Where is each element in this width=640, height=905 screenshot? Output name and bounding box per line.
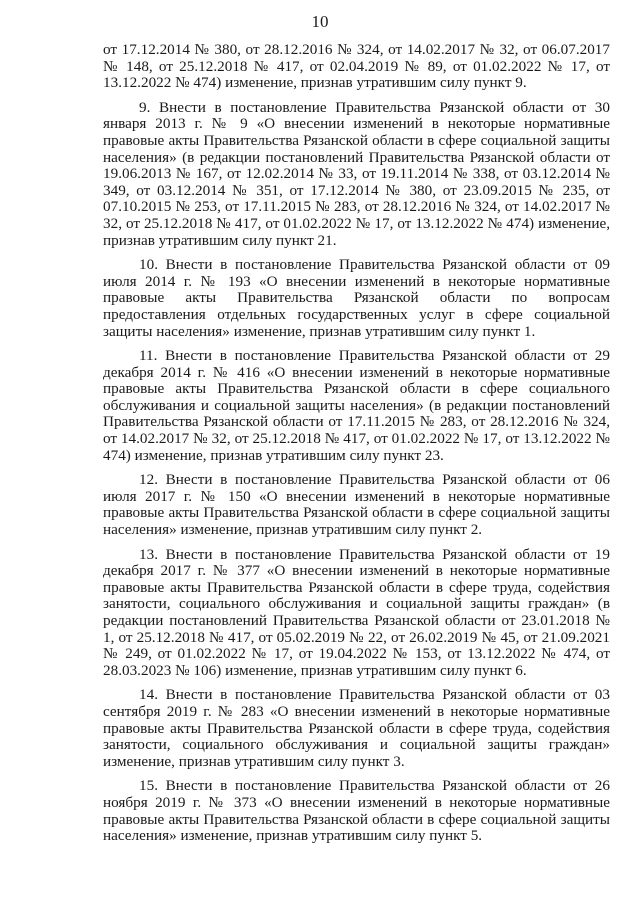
paragraph-14: 14. Внести в постановление Правительства Рязанской области от 03 сентября 2019 г. № 283 «О внесении изменений в некоторые нормативные правовые акты Правительства Рязанской области в сфере труда, содействия занятости, социального обслуживания и социальной защиты граждан» изменение, признав утратившим силу пункт 3.	[103, 686, 610, 770]
paragraph-8-continuation: от 17.12.2014 № 380, от 28.12.2016 № 324, от 14.02.2017 № 32, от 06.07.2017 № 148, от 25.12.2018 № 417, от 02.04.2019 № 89, от 01.02.2022 № 17, от 13.12.2022 № 474) изменение, признав утратившим силу пункт 9.	[103, 41, 610, 92]
paragraph-10: 10. Внести в постановление Правительства Рязанской области от 09 июля 2014 г. № 193 «О внесении изменений в некоторые нормативные правовые акты Правительства Рязанской области по вопросам предоставления отдельных государственных услуг в сфере социальной защиты населения» изменение, признав утратившим силу пункт 1.	[103, 256, 610, 340]
paragraph-13: 13. Внести в постановление Правительства Рязанской области от 19 декабря 2017 г. № 377 «О внесении изменений в некоторые нормативные правовые акты Правительства Рязанской области в сфере труда, содействия занятости, социального обслуживания и социальной защиты граждан» (в редакции постановлений Правительства Рязанской области от 23.01.2018 № 1, от 25.12.2018 № 417, от 05.02.2019 № 22, от 26.02.2019 № 45, от 21.09.2021 № 249, от 01.02.2022 № 17, от 19.04.2022 № 153, от 13.12.2022 № 474, от 28.03.2023 № 106) изменение, признав утратившим силу пункт 6.	[103, 545, 610, 679]
page-number: 10	[311, 12, 329, 31]
paragraph-11: 11. Внести в постановление Правительства Рязанской области от 29 декабря 2014 г. № 416 «О внесении изменений в некоторые нормативные правовые акты Правительства Рязанской области в сфере социального обслуживания и социальной защиты населения» (в редакции постановлений Правительства Рязанской области от 17.11.2015 № 283, от 28.12.2016 № 324, от 14.02.2017 № 32, от 25.12.2018 № 417, от 01.02.2022 № 17, от 13.12.2022 № 474) изменение, признав утратившим силу пункт 23.	[103, 347, 610, 464]
paragraph-15: 15. Внести в постановление Правительства Рязанской области от 26 ноября 2019 г. № 373 «О внесении изменений в некоторые нормативные правовые акты Правительства Рязанской области в сфере социальной защиты населения» изменение, признав утратившим силу пункт 5.	[103, 777, 610, 845]
document-body	[103, 42, 610, 853]
paragraph-12: 12. Внести в постановление Правительства Рязанской области от 06 июля 2017 г. № 150 «О внесении изменений в некоторые нормативные правовые акты Правительства Рязанской области в сфере социальной защиты населения» изменение, признав утратившим силу пункт 2.	[103, 471, 610, 539]
paragraph-9: 9. Внести в постановление Правительства Рязанской области от 30 января 2013 г. № 9 «О внесении изменений в некоторые нормативные правовые акты Правительства Рязанской области в сфере социальной защиты населения» (в редакции постановлений Правительства Рязанской области от 19.06.2013 № 167, от 12.02.2014 № 33, от 19.11.2014 № 338, от 03.12.2014 № 349, от 03.12.2014 № 351, от 17.12.2014 № 380, от 23.09.2015 № 235, от 07.10.2015 № 253, от 17.11.2015 № 283, от 28.12.2016 № 324, от 14.02.2017 № 32, от 25.12.2018 № 417, от 01.02.2022 № 17, от 13.12.2022 № 474) изменение, признав утратившим силу пункт 21.	[103, 98, 610, 249]
